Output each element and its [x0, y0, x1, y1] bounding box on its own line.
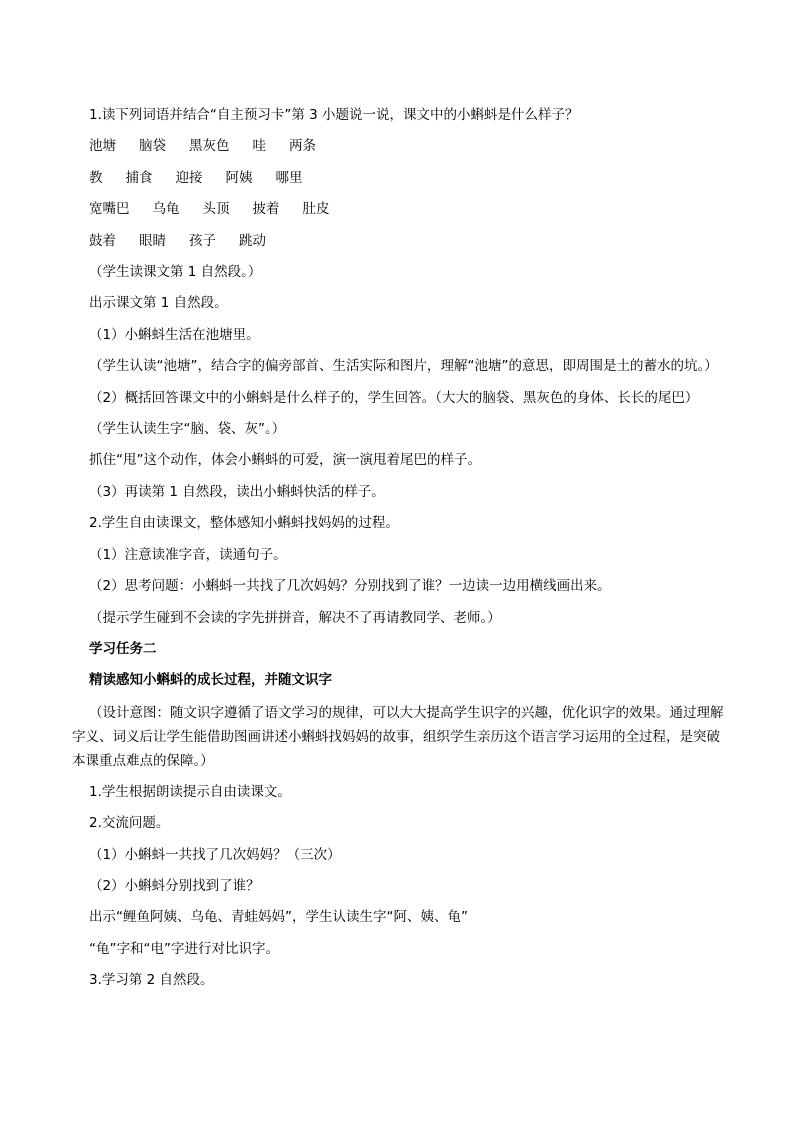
paragraph: （1）小蝌蚪一共找了几次妈妈？（三次）	[89, 846, 341, 863]
word-row-3	[72, 194, 732, 225]
design-intent-paragraph: （设计意图：随文识字遵循了语文学习的规律，可以大大提高学生识字的兴趣，优化识字的效果。通过理解字义、词义后让学生能借助图画讲述小蝌蚪找妈妈的故事，组织学生亲历这个语言学习运用的全过程，是突破本课重点难点的保障。）	[72, 704, 724, 769]
word: 池塘	[89, 138, 116, 155]
paragraph: 出示“鲤鱼阿姨、乌龟、青蛙妈妈”，学生认读生字“阿、姨、龟”	[89, 909, 468, 926]
paragraph: 2.交流问题。	[89, 815, 170, 832]
section-heading: 学习任务二	[89, 640, 157, 657]
word: 哇	[252, 138, 266, 155]
word: 两条	[289, 138, 316, 155]
word: 乌龟	[152, 201, 180, 218]
word: 跳动	[239, 232, 266, 249]
word: 眼睛	[139, 232, 166, 249]
question-1: 1.读下列词语并结合“自主预习卡”第 3 小题说一说，课文中的小蝌蚪是什么样子？	[89, 107, 579, 123]
word: 哪里	[275, 169, 303, 186]
word-row-2	[72, 163, 732, 194]
paragraph: （提示学生碰到不会读的字先拼拼音，解决不了再请教同学、老师。）	[89, 609, 501, 626]
word-row-1	[72, 131, 732, 162]
word: 脑袋	[139, 138, 166, 155]
word: 宽嘴巴	[89, 201, 130, 218]
paragraph: （2）小蝌蚪分别找到了谁？	[89, 877, 260, 894]
word: 肚皮	[302, 201, 330, 218]
paragraph: 3.学习第 2 自然段。	[89, 972, 214, 989]
word: 鼓着	[89, 232, 116, 249]
word: 披着	[252, 201, 280, 218]
word: 教	[89, 169, 103, 186]
word: 孩子	[189, 232, 216, 249]
word: 阿姨	[225, 169, 253, 186]
document-body	[72, 100, 732, 997]
paragraph: 出示课文第 1 自然段。	[89, 295, 228, 312]
word: 迎接	[175, 169, 203, 186]
word: 黑灰色	[189, 138, 230, 155]
paragraph: （1）注意读准字音，读通句子。	[89, 546, 287, 563]
paragraph: 2.学生自由读课文，整体感知小蝌蚪找妈妈的过程。	[89, 515, 399, 532]
paragraph: （学生认读生字“脑、袋、灰”。）	[89, 421, 286, 438]
paragraph: （3）再读第 1 自然段，读出小蝌蚪快活的样子。	[89, 483, 385, 500]
section-subheading: 精读感知小蝌蚪的成长过程，并随文识字	[89, 672, 332, 689]
paragraph: （2）思考问题：小蝌蚪一共找了几次妈妈？分别找到了谁？一边读一边用横线画出来。	[89, 578, 611, 595]
paragraph: 1.学生根据朗读提示自由读课文。	[89, 783, 291, 800]
paragraph: 抓住“甩”这个动作，体会小蝌蚪的可爱，演一演甩着尾巴的样子。	[89, 452, 481, 469]
paragraph: “龟”字和“电”字进行对比识字。	[89, 940, 279, 957]
paragraph: （学生读课文第 1 自然段。）	[89, 264, 262, 281]
paragraph: （学生认读“池塘”，结合字的偏旁部首、生活实际和图片，理解“池塘”的意思，即周围是土的蓄水的坑。）	[89, 358, 718, 375]
word: 头顶	[202, 201, 230, 218]
paragraph: （2）概括回答课文中的小蝌蚪是什么样子的，学生回答。（大大的脑袋、黑灰色的身体、长长的尾巴）	[89, 389, 699, 406]
word: 捕食	[125, 169, 153, 186]
word-row-4	[72, 226, 732, 257]
paragraph: （1）小蝌蚪生活在池塘里。	[89, 326, 260, 343]
